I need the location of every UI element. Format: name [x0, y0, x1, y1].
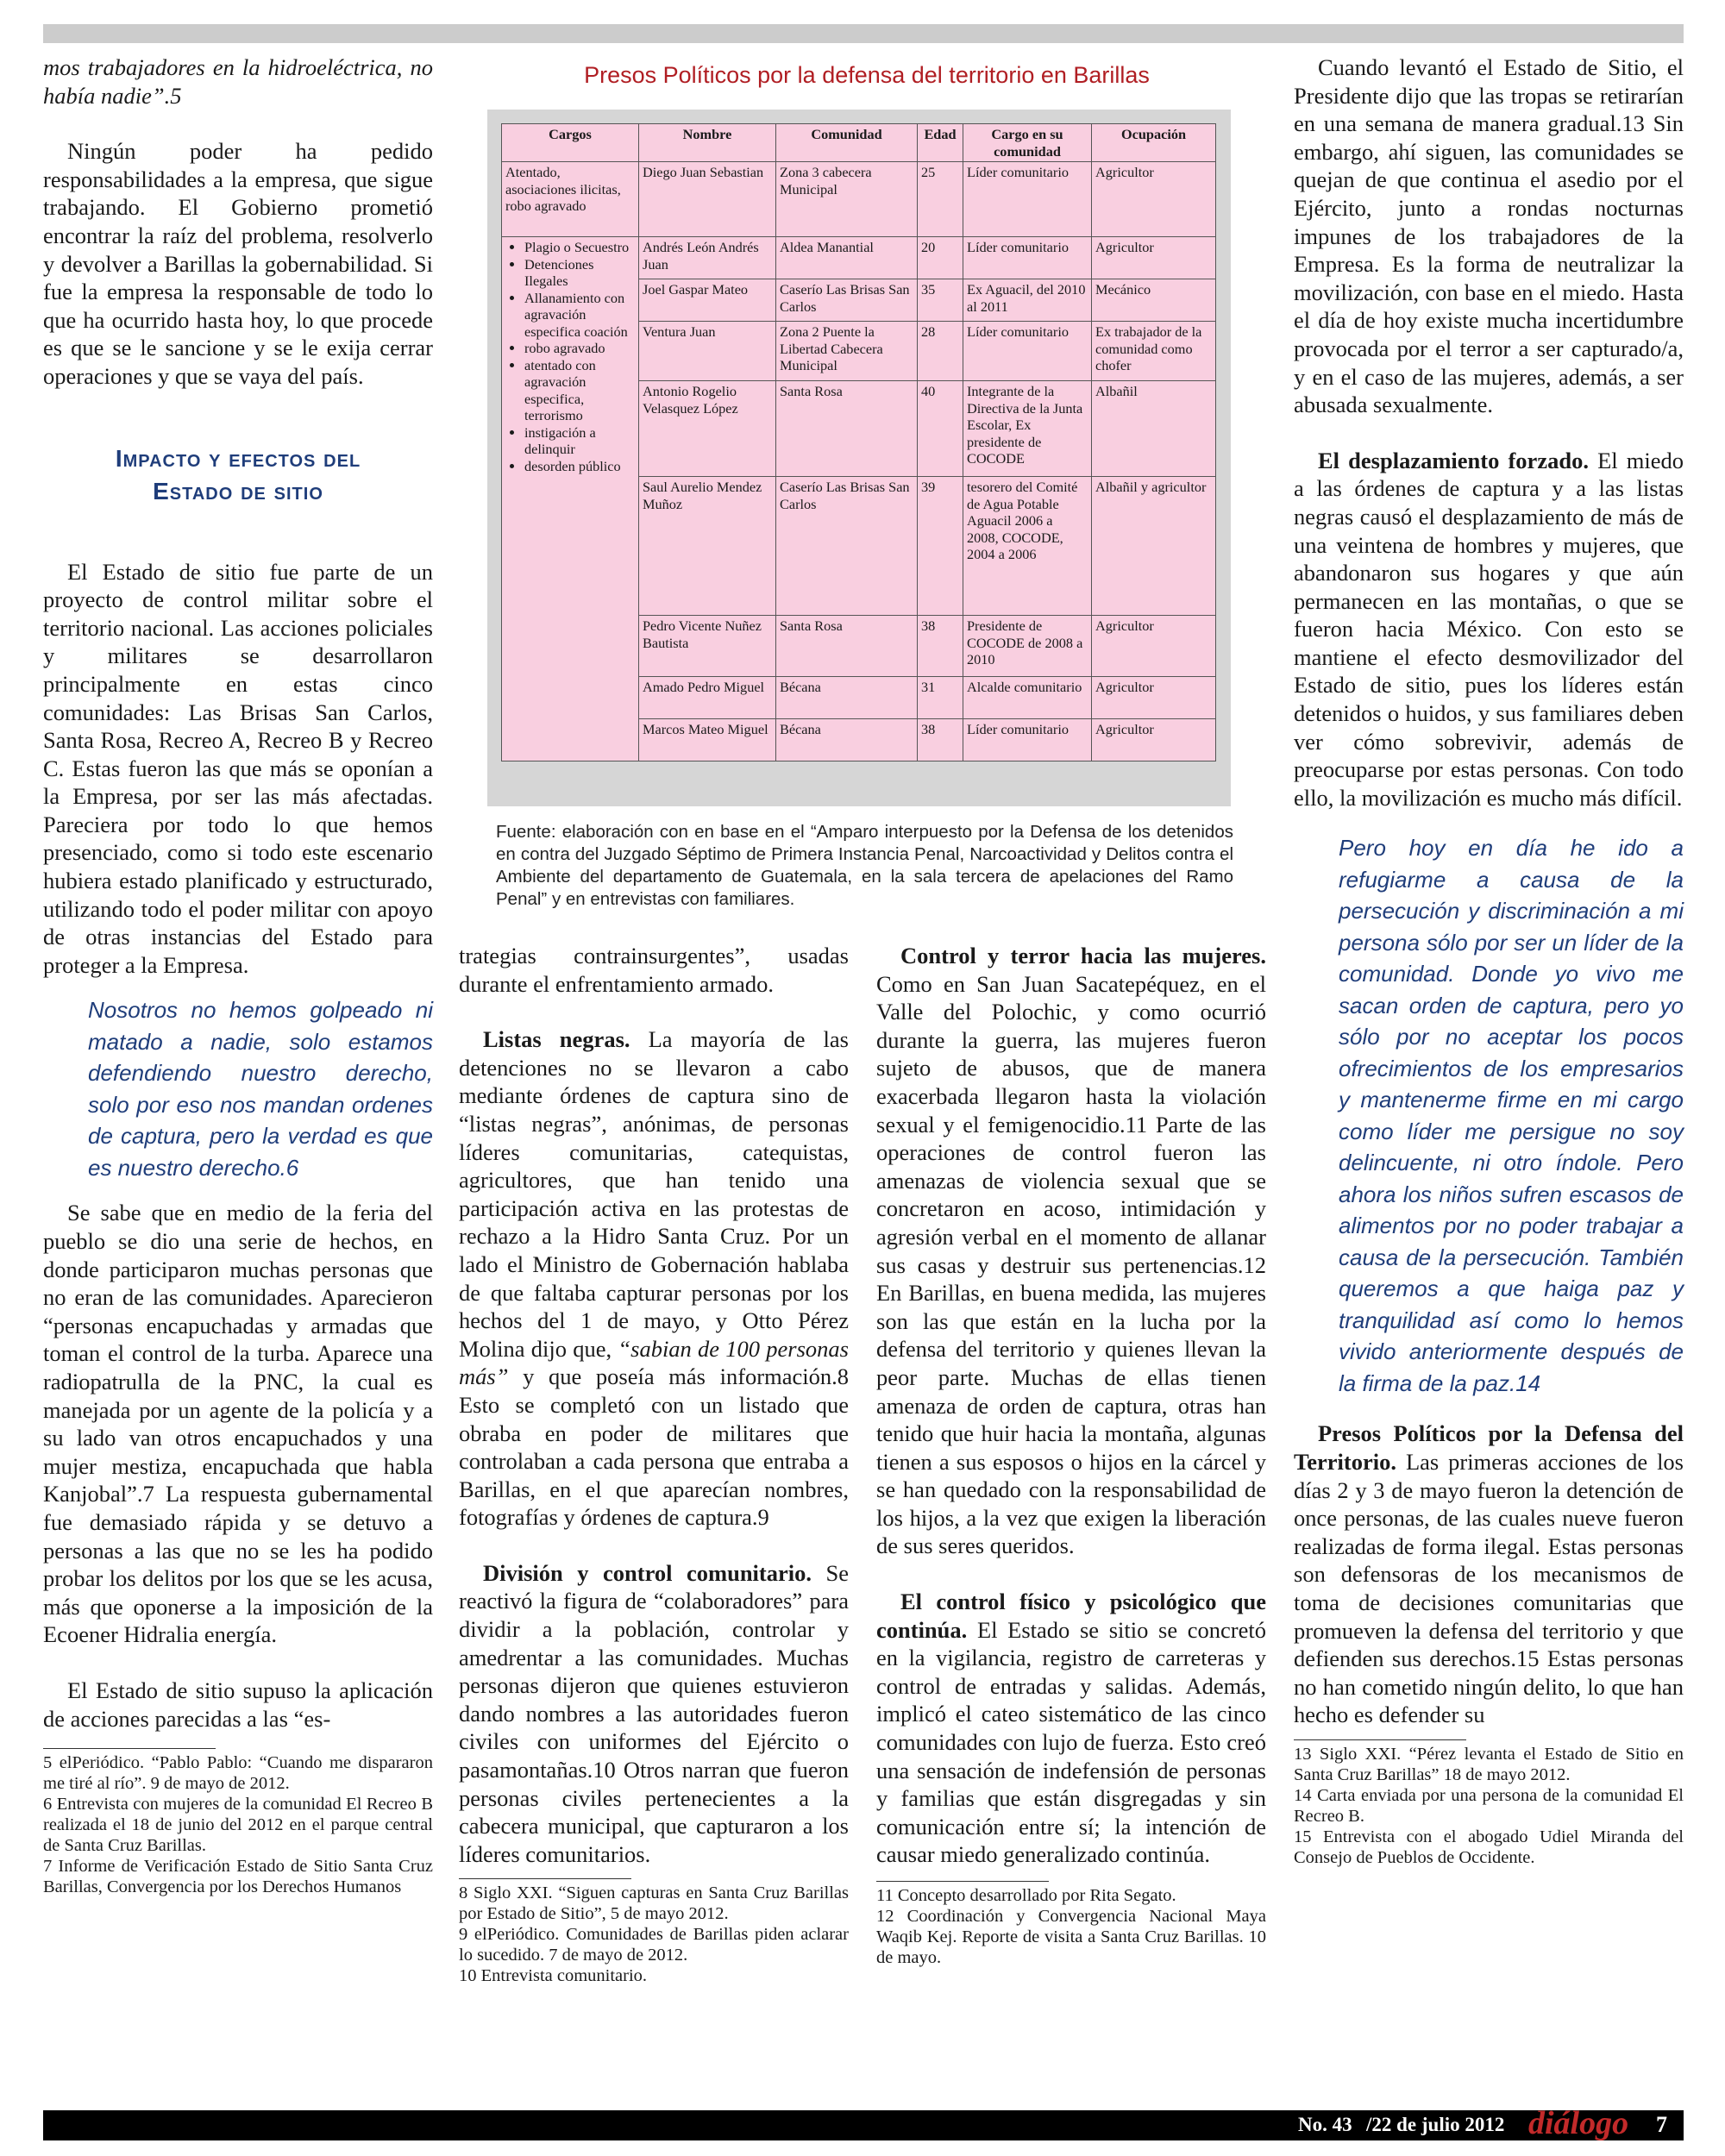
ocupacion-cell: Albañil y agricultor: [1092, 477, 1216, 616]
left-paragraph-2: Ningún poder ha pedido responsabilidades a la empresa, que sigue trabajando. El Gobierno prometió encontrar la raíz del problema, resolverlo y devolver a Barillas la gobernabilidad. Si fue la empresa la responsable de todo lo que ha ocurrido hasta hoy, lo que procede es que se le sancione y se le exija cerrar operaciones y que se vaya del país.: [43, 138, 433, 389]
footnote-15: 15 Entrevista con el abogado Udiel Miranda del Consejo de Pueblos de Occidente.: [1294, 1827, 1684, 1867]
ocupacion-cell: Albañil: [1092, 381, 1216, 477]
ocupacion-cell: Mecánico: [1092, 279, 1216, 322]
footnote-14: 14 Carta enviada por una persona de la comunidad El Recreo B.: [1294, 1785, 1684, 1826]
cargo-cell: Líder comunitario: [963, 719, 1092, 761]
left-quote: Nosotros no hemos golpeado ni matado a nadie, solo estamos defendiendo nuestro derecho, solo por eso nos mandan ordenes de captura, pero la verdad es que es nuestro derecho.6: [88, 997, 433, 1181]
cargo-cell: Presidente de COCODE de 2008 a 2010: [963, 616, 1092, 677]
lead-presos-politicos: Presos Políticos por la Defensa del Territorio.: [1294, 1420, 1684, 1476]
middle-paragraph-1: trategias contrainsurgentes”, usadas durante el enfrentamiento armado.: [459, 943, 849, 997]
footnote-rule: [876, 1881, 1049, 1882]
text-span: La mayoría de las detenciones no se llevaron a cabo mediante órdenes de captura sino de “listas negras”, anónimas, de personas líderes comunitarias, catequistas, agricultores, que han tenido una participación activa en las protestas de rechazo a la Hidro Santa Cruz. Por un lado el Ministro de Gobernación hablaba de que faltaba capturar personas por los hechos del 1 de mayo, y Otto Pérez Molina dijo que,: [459, 1026, 849, 1362]
footnote-12: 12 Coordinación y Convergencia Nacional Maya Waqib Kej. Reporte de visita a Santa Cruz Barillas. 10 de mayo.: [876, 1907, 1266, 1967]
ocupacion-cell: Agricultor: [1092, 237, 1216, 279]
cargo-cell: Líder comunitario: [963, 322, 1092, 381]
text-span: El Estado se sitio se concretó en la vigilancia, registro de carreteras y control de entradas y salidas. Además, implicó el cateo sistemático de las cinco comunidades con lujo de fuerza. Esto creó una sensación de indefensión de personas y familias que están disgregadas y sin comunicación entre sí; la intención de causar miedo generalizado continúa.: [876, 1616, 1266, 1868]
table-row: [502, 237, 1216, 279]
table-source: Fuente: elaboración con en base en el “Amparo interpuesto por la Defensa de los detenidos en contra del Juzgado Séptimo de Primera Instancia Penal, Narcoactividad y Delitos contra el Ambiente del departamento de Guatemala, en la sala tercera de apelaciones del Ramo Penal” y en entrevistas con familiares.: [496, 822, 1233, 909]
cargos-cell: Atentado, asociaciones ilicitas, robo agravado: [502, 162, 639, 237]
right-paragraph-1: Cuando levantó el Estado de Sitio, el Presidente dijo que las tropas se retirarían en una semana de manera gradual.13 Sin embargo, ahí siguen, las comunidades se quejan de que continua el asedio por el Ejército, junto a rondas nocturnas impunes de los trabajadores de la Empresa. Es la forma de neutralizar la movilización, con base en el miedo. Hasta el día de hoy existe mucha incertidumbre provocada por el terror a ser capturado/a, y en el caso de las mujeres, además, a ser abusada sexualmente.: [1294, 54, 1684, 418]
mr-paragraph-1: [876, 942, 1266, 1560]
cargo-item: • robo agravado: [524, 340, 635, 357]
cargo-item: • atentado con agravación especifica, terrorismo: [524, 357, 635, 424]
cargo-cell: Ex Aguacil, del 2010 al 2011: [963, 279, 1092, 322]
middle-footnotes: [459, 1878, 849, 1986]
cargos-list: [505, 239, 635, 474]
footnote-9: 9 elPeriódico. Comunidades de Barillas piden aclarar lo sucedido. 7 de mayo de 2012.: [459, 1925, 849, 1965]
left-paragraph-3: El Estado de sitio fue parte de un proyecto de control militar sobre el territorio nacional. Las acciones policiales y militares se desarrollaron principalmente en estas cinco comunidades: Las Brisas San Carlos, Santa Rosa, Recreo A, Recreo B y Recreo C. Estas fueron las que más se oponían a la Empresa, por ser las más afectadas. Pareciera por todo lo que hemos presenciado, como si todo este escenario hubiera estado planificado y estructurado, utilizando todo el poder militar con apoyo de otras instancias del Estado para proteger a la Empresa.: [43, 558, 433, 978]
edad-cell: 20: [918, 237, 963, 279]
comunidad-cell: Aldea Manantial: [776, 237, 918, 279]
cargo-cell: Líder comunitario: [963, 162, 1092, 237]
edad-cell: 28: [918, 322, 963, 381]
ocupacion-cell: Agricultor: [1092, 677, 1216, 719]
presos-table: [501, 123, 1216, 761]
comunidad-cell: Santa Rosa: [776, 381, 918, 477]
lead-control-terror: Control y terror hacia las mujeres.: [900, 943, 1266, 968]
comunidad-cell: Bécana: [776, 677, 918, 719]
text-span: Las primeras acciones de los días 2 y 3 de mayo fueron la detención de once personas, de las cuales nueve fueron realizadas de forma ilegal. Estas personas son defensoras de los mecanismos de toma de decisiones comunitarias que promueven la defensa del territorio y que defienden sus derechos.15 Estas personas no han cometido ningún delito, lo que han hecho es defender su: [1294, 1449, 1684, 1728]
text-span: Se reactivó la figura de “colaboradores” para dividir a la población, controlar y amedrentar a las comunidades. Muchas personas dijeron que quienes estuvieron dando nombres a las autoridades fueron civiles con uniformes del Ejército o pasamontañas.10 Otros narran que fueron personas civiles pertenecientes a la cabecera municipal, que capturaron a los líderes comunitarios.: [459, 1559, 849, 1867]
nombre-cell: Joel Gaspar Mateo: [639, 279, 776, 322]
lead-division: División y control comunitario.: [483, 1559, 812, 1586]
cargo-cell: Alcalde comunitario: [963, 677, 1092, 719]
lead-desplazamiento: El desplazamiento forzado.: [1318, 447, 1589, 473]
cargo-item: • instigación a delinquir: [524, 424, 635, 458]
edad-cell: 38: [918, 719, 963, 761]
issue-date: /22 de julio 2012: [1366, 2114, 1505, 2135]
text-span: y que poseía más información.8 Esto se completó con un listado que obraba en poder de militares que controlaban a cada persona que entraba a Barillas, en el que aparecían nombres, fotografías y órdenes de captura.9: [459, 1363, 849, 1531]
edad-cell: 25: [918, 162, 963, 237]
ocupacion-cell: Ex trabajador de la comunidad como chofer: [1092, 322, 1216, 381]
comunidad-cell: Zona 2 Puente la Libertad Cabecera Municipal: [776, 322, 918, 381]
page-number: 7: [1656, 2112, 1667, 2137]
comunidad-cell: Caserío Las Brisas San Carlos: [776, 279, 918, 322]
edad-cell: 31: [918, 677, 963, 719]
mr-footnotes: [876, 1881, 1266, 1968]
footnote-rule: [43, 1748, 216, 1749]
nombre-cell: Pedro Vicente Nuñez Bautista: [639, 616, 776, 677]
comunidad-cell: Bécana: [776, 719, 918, 761]
edad-cell: 35: [918, 279, 963, 322]
comunidad-cell: Caserío Las Brisas San Carlos: [776, 477, 918, 616]
quote-span: “sabian de 100 personas más”: [459, 1335, 849, 1390]
middle-column: [459, 942, 849, 1986]
right-paragraph-2: [1294, 447, 1684, 812]
right-paragraph-3: [1294, 1420, 1684, 1729]
nombre-cell: Ventura Juan: [639, 322, 776, 381]
footnote-13: 13 Siglo XXI. “Pérez levanta el Estado de Sitio en Santa Cruz Barillas” 18 de mayo 2012.: [1294, 1744, 1684, 1784]
nombre-cell: Andrés León Andrés Juan: [639, 237, 776, 279]
ocupacion-cell: Agricultor: [1092, 616, 1216, 677]
cargo-item: • Allanamiento con agravación especifica coación: [524, 290, 635, 341]
cargo-cell: tesorero del Comité de Agua Potable Aguacil 2006 a 2008, COCODE, 2004 a 2006: [963, 477, 1092, 616]
nombre-cell: Diego Juan Sebastian: [639, 162, 776, 237]
table-frame: [487, 110, 1231, 806]
section-heading: Impacto y efectos del Estado de sitio: [115, 444, 361, 505]
footnote-rule: [459, 1878, 631, 1879]
table-title: Presos Políticos por la defensa del territorio en Barillas: [584, 62, 1150, 88]
right-footnotes: [1294, 1739, 1684, 1868]
nombre-cell: Saul Aurelio Mendez Muñoz: [639, 477, 776, 616]
left-footnotes: [43, 1748, 433, 1897]
text-span: El miedo a las órdenes de captura y a las listas negras causó el desplazamiento de más de una veintena de hombres y mujeres, que abandonaron sus hogares y que aún permanecen en las montañas, o que se fueron hacia México. Con esto se mantiene el efecto desmovilizador del Estado de sitio, pues los líderes están detenidos o huidos, y sus familiares deben ver cómo sobrevivir, además de preocuparse por estas personas. Con todo ello, la movilización es mucho más difícil.: [1294, 447, 1684, 811]
top-bar: [43, 24, 1684, 43]
issue-number: No. 43: [1298, 2114, 1352, 2135]
header-cargo-comunidad: Cargo en su comunidad: [963, 124, 1092, 162]
left-paragraph-1: mos trabajadores en la hidroeléctrica, no había nadie”.5: [43, 54, 433, 109]
header-nombre: Nombre: [639, 124, 776, 162]
left-column: [43, 53, 433, 1897]
mr-paragraph-2: [876, 1588, 1266, 1869]
footnote-11: 11 Concepto desarrollado por Rita Segato.: [876, 1886, 1176, 1905]
edad-cell: 39: [918, 477, 963, 616]
ocupacion-cell: Agricultor: [1092, 719, 1216, 761]
right-quote: Pero hoy en día he ido a refugiarme a causa de la persecución y discriminación a mi persona sólo por ser un líder de la comunidad. Donde yo vivo me sacan orden de captura, pero yo sólo por no aceptar los pocos ofrecimientos de los empresarios y mantenerme firme en mi cargo como líder me persigue no soy delincuente, ni otro índole. Pero ahora los niños sufren escasos de alimentos por no poder trabajar a causa de la persecución. También queremos a que haiga paz y tranquilidad así como lo hemos vivido anteriormente después de la firma de la paz.14: [1339, 835, 1684, 1396]
left-paragraph-4: Se sabe que en medio de la feria del pueblo se dio una serie de hechos, en donde participaron muchas personas que no eran de las comunidades. Aparecieron “personas encapuchadas y armadas que toman el control de la turba. Aparece una radiopatrulla de la PNC, la cual es manejada por un agente de la policía y a su lado van otros encapuchados y una mujer mestiza, encapuchada que habla Kanjobal”.7 La respuesta gubernamental fue demasiado rápida y se detuvo a personas a las que no se les ha podido probar los delitos por los que se les acusa, más que oponerse a la imposición de la Ecoener Hidralia energía.: [43, 1200, 433, 1648]
header-comunidad: Comunidad: [776, 124, 918, 162]
cargo-cell: Líder comunitario: [963, 237, 1092, 279]
lead-control-fisico: El control físico y psicológico que continúa.: [876, 1589, 1266, 1643]
right-column: [1294, 53, 1684, 1868]
middle-paragraph-2: [459, 1025, 849, 1532]
footnote-10: 10 Entrevista comunitario.: [459, 1966, 648, 1986]
ocupacion-cell: Agricultor: [1092, 162, 1216, 237]
cargo-cell: Integrante de la Directiva de la Junta Escolar, Ex presidente de COCODE: [963, 381, 1092, 477]
cargo-item: • desorden público: [524, 458, 635, 475]
footnote-8: 8 Siglo XXI. “Siguen capturas en Santa Cruz Barillas por Estado de Sitio”, 5 de mayo 2012.: [459, 1883, 849, 1924]
header-edad: Edad: [918, 124, 963, 162]
table-header-row: [502, 124, 1216, 162]
header-ocupacion: Ocupación: [1092, 124, 1216, 162]
nombre-cell: Amado Pedro Miguel: [639, 677, 776, 719]
cargo-item: • Detenciones Ilegales: [524, 256, 635, 290]
cargo-item: • Plagio o Secuestro: [524, 239, 635, 256]
dialogo-logo: diálogo: [1528, 2105, 1629, 2141]
footnote-7: 7 Informe de Verificación Estado de Sitio Santa Cruz Barillas, Convergencia por los Derechos Humanos: [43, 1857, 433, 1897]
comunidad-cell: Zona 3 cabecera Municipal: [776, 162, 918, 237]
edad-cell: 38: [918, 616, 963, 677]
middle-paragraph-3: [459, 1559, 849, 1869]
edad-cell: 40: [918, 381, 963, 477]
nombre-cell: Marcos Mateo Miguel: [639, 719, 776, 761]
text-span: Como en San Juan Sacatepéquez, en el Valle del Polochic, y como ocurrió durante la guerra, las mujeres fueron sujeto de abusos, que de manera exacerbada llegaron hasta la violación sexual y el femigenocidio.11 Parte de las operaciones de control fueron las amenazas de violencia sexual que se concretaron en acoso, intimidación y agresión verbal en el momento de allanar sus casas y destruir sus pertenencias.12 En Barillas, en buena medida, las mujeres son las que están en la lucha por la defensa del territorio y quienes llevan la peor parte. Muchas de ellas tienen amenaza de orden de captura, otras han tenido que huir hacia la montaña, algunas tienen a sus esposos o hijos en la cárcel y se han quedado con la responsabilidad de los hijos, a la vez que exigen la liberación de sus seres queridos.: [876, 970, 1266, 1559]
left-paragraph-5: El Estado de sitio supuso la aplicación de acciones parecidas a las “es-: [43, 1677, 433, 1732]
middle-right-column: [876, 942, 1266, 1968]
comunidad-cell: Santa Rosa: [776, 616, 918, 677]
footnote-rule: [1294, 1739, 1466, 1740]
nombre-cell: Antonio Rogelio Velasquez López: [639, 381, 776, 477]
footnote-6: 6 Entrevista con mujeres de la comunidad El Recreo B realizada el 18 de junio del 2012 en el parque central de Santa Cruz Barillas.: [43, 1795, 433, 1856]
footnote-5: 5 elPeriódico. “Pablo Pablo: “Cuando me dispararon me tiré al río”. 9 de mayo de 2012.: [43, 1753, 433, 1794]
lead-listas-negras: Listas negras.: [483, 1026, 630, 1053]
cargos-list-cell: [502, 237, 639, 761]
table-row: [502, 162, 1216, 237]
header-cargos: Cargos: [502, 124, 639, 162]
